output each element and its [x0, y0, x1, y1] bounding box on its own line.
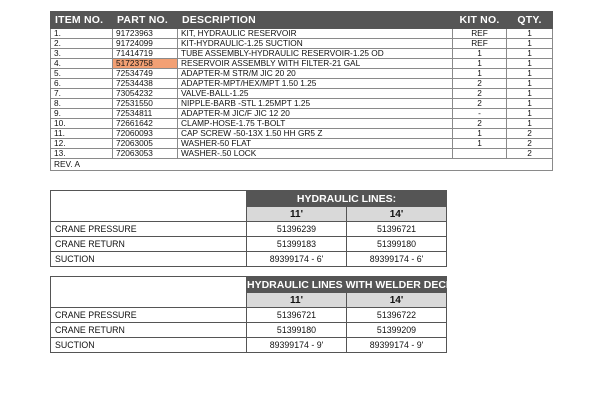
kit-no: 1 [453, 69, 507, 79]
revision-label: REV. A [51, 159, 553, 171]
part-11: 51399183 [247, 237, 347, 252]
qty: 1 [507, 109, 553, 119]
kit-no: 2 [453, 79, 507, 89]
qty: 1 [507, 59, 553, 69]
hydraulic-lines-table [50, 190, 447, 267]
length-11-header: 11' [247, 293, 347, 308]
hydraulic-lines-title-row [51, 191, 447, 207]
header-part-no: PART NO. [113, 12, 178, 29]
qty: 1 [507, 29, 553, 39]
qty: 1 [507, 99, 553, 109]
qty: 2 [507, 149, 553, 159]
part-14: 51396721 [347, 222, 447, 237]
item-no: 6. [51, 79, 113, 89]
qty: 1 [507, 69, 553, 79]
kit-no: 2 [453, 99, 507, 109]
item-no: 4. [51, 59, 113, 69]
description: TUBE ASSEMBLY-HYDRAULIC RESERVOIR-1.25 OD [178, 49, 453, 59]
part-no: 51723758 [113, 59, 178, 69]
table-row [51, 252, 447, 267]
hydraulic-lines-welder-table [50, 276, 457, 353]
line-label: SUCTION [51, 252, 247, 267]
table-row [51, 149, 553, 159]
description: WASHER-.50 LOCK [178, 149, 453, 159]
parts-table [50, 11, 553, 171]
part-no: 72063005 [113, 139, 178, 149]
part-no: 72060093 [113, 129, 178, 139]
kit-no: 1 [453, 59, 507, 69]
part-no: 72534811 [113, 109, 178, 119]
hydraulic-lines-welder-title-row [51, 277, 447, 293]
description: ADAPTER-MPT/HEX/MPT 1.50 1.25 [178, 79, 453, 89]
table-row [51, 69, 553, 79]
kit-no: REF [453, 29, 507, 39]
length-11-header: 11' [247, 207, 347, 222]
qty: 2 [507, 129, 553, 139]
table-row [51, 89, 553, 99]
table-row [51, 129, 553, 139]
item-no: 3. [51, 49, 113, 59]
description: KIT, HYDRAULIC RESERVOIR [178, 29, 453, 39]
table-row [51, 338, 447, 353]
hydraulic-lines-title: HYDRAULIC LINES: [247, 191, 447, 207]
header-qty: QTY. [507, 12, 553, 29]
item-no: 2. [51, 39, 113, 49]
item-no: 13. [51, 149, 113, 159]
length-14-header: 14' [347, 293, 447, 308]
part-14: 51399180 [347, 237, 447, 252]
item-no: 7. [51, 89, 113, 99]
item-no: 8. [51, 99, 113, 109]
table-row [51, 119, 553, 129]
header-description: DESCRIPTION [178, 12, 453, 29]
table-row [51, 222, 447, 237]
description: ADAPTER-M JIC/F JIC 12 20 [178, 109, 453, 119]
part-no: 91724099 [113, 39, 178, 49]
line-label: CRANE PRESSURE [51, 308, 247, 323]
table-row [51, 323, 447, 338]
part-11: 89399174 - 9' [247, 338, 347, 353]
header-kit-no: KIT NO. [453, 12, 507, 29]
part-no: 72063053 [113, 149, 178, 159]
table-row [51, 59, 553, 69]
hydraulic-lines-welder-title: HYDRAULIC LINES WITH WELDER DECK: [247, 278, 457, 291]
line-label: CRANE RETURN [51, 323, 247, 338]
qty: 1 [507, 39, 553, 49]
table-row [51, 237, 447, 252]
part-no: 73054232 [113, 89, 178, 99]
part-14: 89399174 - 9' [347, 338, 447, 353]
item-no: 12. [51, 139, 113, 149]
description: RESERVOIR ASSEMBLY WITH FILTER-21 GAL [178, 59, 453, 69]
description: NIPPLE-BARB -STL 1.25MPT 1.25 [178, 99, 453, 109]
item-no: 5. [51, 69, 113, 79]
item-no: 10. [51, 119, 113, 129]
kit-no: 2 [453, 89, 507, 99]
table-row [51, 308, 447, 323]
table-row [51, 79, 553, 89]
part-14: 51399209 [347, 323, 447, 338]
description: WASHER-50 FLAT [178, 139, 453, 149]
description: CLAMP-HOSE-1.75 T-BOLT [178, 119, 453, 129]
part-no: 71414719 [113, 49, 178, 59]
description: ADAPTER-M STR/M JIC 20 20 [178, 69, 453, 79]
part-11: 51396239 [247, 222, 347, 237]
part-no: 91723963 [113, 29, 178, 39]
revision-row [51, 159, 553, 171]
part-14: 89399174 - 6' [347, 252, 447, 267]
part-no: 72531550 [113, 99, 178, 109]
blank-corner [51, 191, 247, 222]
qty: 1 [507, 79, 553, 89]
table-row [51, 29, 553, 39]
kit-no: 1 [453, 49, 507, 59]
part-no: 72661642 [113, 119, 178, 129]
description: CAP SCREW -50-13X 1.50 HH GR5 Z [178, 129, 453, 139]
parts-header-row [51, 12, 553, 29]
qty: 2 [507, 139, 553, 149]
qty: 1 [507, 89, 553, 99]
kit-no: 2 [453, 119, 507, 129]
part-no: 72534749 [113, 69, 178, 79]
table-row [51, 99, 553, 109]
part-11: 51396721 [247, 308, 347, 323]
item-no: 11. [51, 129, 113, 139]
description: KIT-HYDRAULIC-1.25 SUCTION [178, 39, 453, 49]
kit-no [453, 149, 507, 159]
table-row [51, 49, 553, 59]
kit-no: REF [453, 39, 507, 49]
length-14-header: 14' [347, 207, 447, 222]
header-item-no: ITEM NO. [51, 12, 113, 29]
kit-no: - [453, 109, 507, 119]
line-label: SUCTION [51, 338, 247, 353]
item-no: 1. [51, 29, 113, 39]
qty: 1 [507, 119, 553, 129]
part-no: 72534438 [113, 79, 178, 89]
part-14: 51396722 [347, 308, 447, 323]
table-row [51, 109, 553, 119]
kit-no: 1 [453, 139, 507, 149]
blank-corner [51, 277, 247, 308]
table-row [51, 139, 553, 149]
part-11: 89399174 - 6' [247, 252, 347, 267]
kit-no: 1 [453, 129, 507, 139]
line-label: CRANE PRESSURE [51, 222, 247, 237]
line-label: CRANE RETURN [51, 237, 247, 252]
table-row [51, 39, 553, 49]
description: VALVE-BALL-1.25 [178, 89, 453, 99]
qty: 1 [507, 49, 553, 59]
part-11: 51399180 [247, 323, 347, 338]
item-no: 9. [51, 109, 113, 119]
